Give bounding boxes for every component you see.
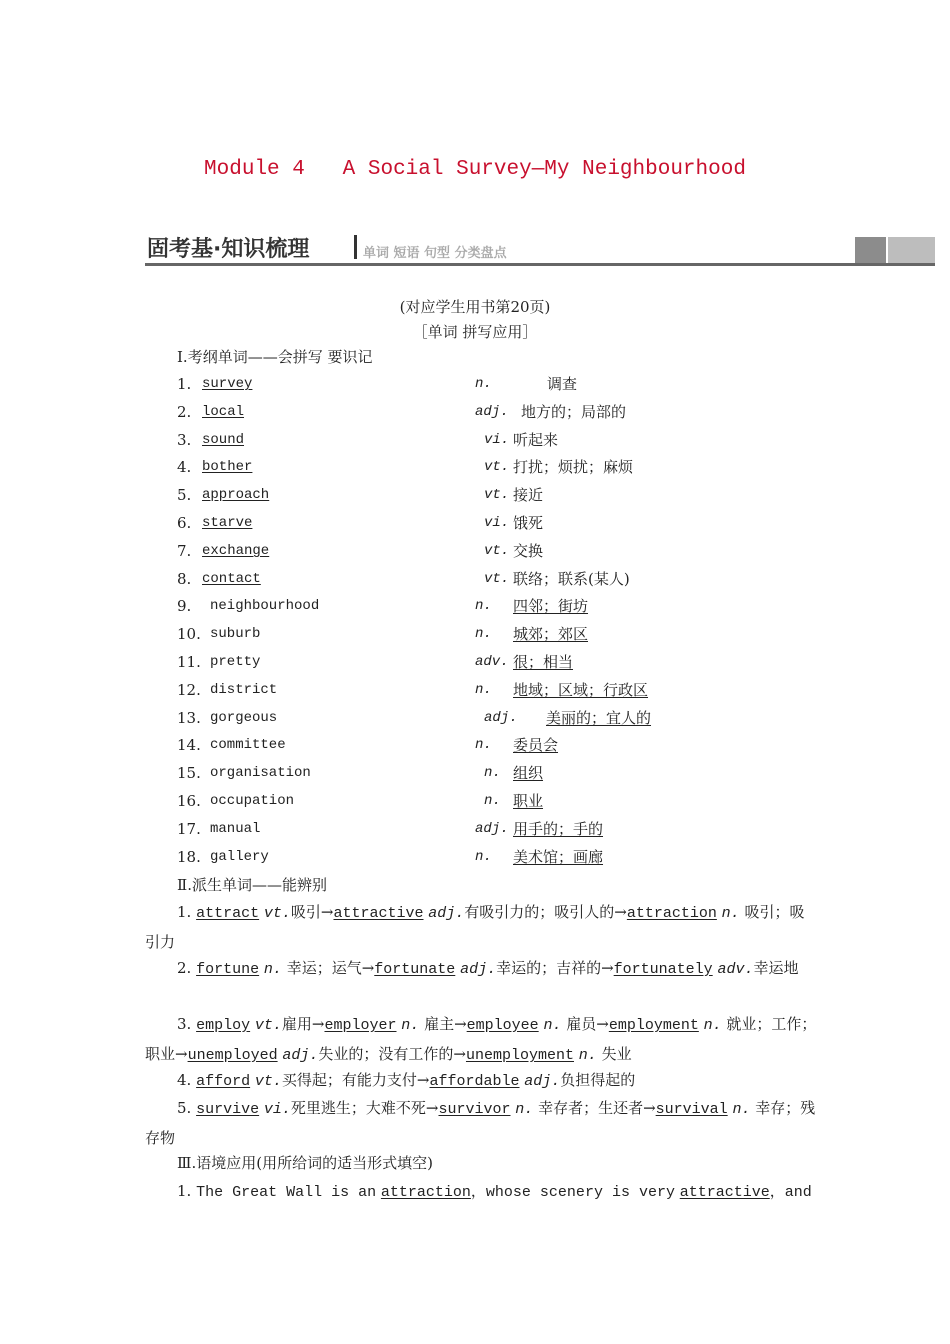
section-label: ［单词 拼写应用］ [412, 323, 538, 341]
vocab-word: gorgeous [210, 710, 278, 726]
vocab-meaning: 美术馆；画廊 [513, 848, 604, 866]
answer-word: employment [608, 1017, 699, 1034]
vocab-row [0, 427, 950, 453]
answer-word: employer [324, 1017, 397, 1034]
vocab-number: 2. [177, 403, 192, 421]
vocab-number: 15. [177, 764, 201, 782]
part3-heading: Ⅲ.语境应用(用所给词的适当形式填空) [177, 1154, 433, 1172]
vocab-pos: vt. [484, 487, 510, 503]
vocab-word: bother [202, 459, 253, 475]
answer-word: survival [655, 1101, 728, 1118]
answer-word: attractive [333, 905, 424, 922]
vocab-meaning: 职业 [513, 792, 544, 810]
vocab-number: 6. [177, 514, 192, 532]
answer-word: afford [196, 1073, 251, 1090]
vocab-word: committee [210, 737, 286, 753]
vocab-meaning: 用手的；手的 [513, 820, 604, 838]
vocab-word: pretty [210, 654, 261, 670]
section-banner [145, 230, 935, 268]
vocab-pos: vi. [484, 515, 510, 531]
vocab-row [0, 844, 950, 870]
vocab-pos: vi. [484, 432, 510, 448]
vocab-meaning: 很；相当 [513, 653, 574, 671]
page-title: Module 4 A Social Survey—My Neighbourhood [204, 158, 746, 181]
vocab-meaning: 联络；联系(某人) [513, 570, 630, 588]
vocab-word: district [210, 682, 278, 698]
vocab-pos: adv. [475, 654, 509, 670]
vocab-word: contact [202, 571, 261, 587]
vocab-row [0, 677, 950, 703]
answer-word: attraction [626, 905, 717, 922]
vocab-pos: vt. [484, 543, 510, 559]
vocab-pos: vt. [484, 571, 510, 587]
part1-heading: Ⅰ.考纲单词——会拼写 要识记 [177, 348, 373, 366]
vocab-pos: n. [484, 793, 501, 809]
vocab-meaning: 组织 [513, 764, 544, 782]
vocab-number: 14. [177, 736, 201, 754]
vocab-row [0, 816, 950, 842]
vocab-meaning: 美丽的；宜人的 [546, 709, 652, 727]
derived-item-1: 1. attract vt.吸引→attractive adj.有吸引力的；吸引人的→attraction n. 吸引；吸引力 [145, 903, 805, 951]
vocab-row [0, 454, 950, 480]
vocab-word: neighbourhood [210, 598, 320, 614]
vocab-meaning: 委员会 [513, 736, 559, 754]
vocab-row [0, 649, 950, 675]
vocab-word: survey [202, 376, 253, 392]
vocab-pos: adj. [475, 404, 509, 420]
derived-item-3: 3. employ vt.雇用→employer n. 雇主→employee n. 雇员→employment n. 就业；工作；职业→unemployed adj.失业的；没有工作的→unemployment n. 失业 [145, 1015, 817, 1064]
vocab-word: manual [210, 821, 261, 837]
vocab-pos: n. [475, 598, 492, 614]
vocab-row [0, 566, 950, 592]
vocab-number: 12. [177, 681, 201, 699]
vocab-word: approach [202, 487, 270, 503]
vocab-meaning: 听起来 [513, 431, 559, 449]
vocab-number: 8. [177, 570, 192, 588]
vocab-row [0, 482, 950, 508]
vocab-word: local [202, 404, 245, 420]
vocab-number: 4. [177, 458, 192, 476]
vocab-pos: n. [484, 765, 501, 781]
banner-rule [145, 263, 935, 266]
answer-word: fortunately [613, 961, 713, 978]
vocab-pos: adj. [475, 821, 509, 837]
vocab-number: 5. [177, 486, 192, 504]
vocab-row [0, 399, 950, 425]
vocab-pos: adj. [484, 710, 518, 726]
vocab-number: 17. [177, 820, 201, 838]
banner-subtitle: 单词 短语 句型 分类盘点 [363, 246, 507, 261]
answer-word: unemployment [465, 1047, 574, 1064]
vocab-number: 7. [177, 542, 192, 560]
vocab-row [0, 760, 950, 786]
vocab-meaning: 交换 [513, 542, 544, 560]
answer-word: affordable [429, 1073, 520, 1090]
answer-word: attraction [380, 1184, 471, 1201]
vocab-pos: n. [475, 737, 492, 753]
vocab-word: gallery [210, 849, 269, 865]
vocab-word: sound [202, 432, 245, 448]
answer-word: survivor [438, 1101, 511, 1118]
vocab-word: exchange [202, 543, 270, 559]
banner-separator [354, 235, 357, 259]
banner-title: 固考基·知识梳理 [147, 237, 310, 262]
vocab-pos: n. [475, 376, 492, 392]
derived-item-4: 4. afford vt.买得起；有能力支付→affordable adj.负担得起的 [177, 1071, 636, 1090]
vocab-word: suburb [210, 626, 261, 642]
answer-word: employ [196, 1017, 251, 1034]
vocab-meaning: 饿死 [513, 514, 544, 532]
vocab-pos: n. [475, 626, 492, 642]
vocab-word: occupation [210, 793, 295, 809]
vocab-pos: n. [475, 682, 492, 698]
vocab-row [0, 732, 950, 758]
vocab-number: 16. [177, 792, 201, 810]
vocab-meaning: 城郊；郊区 [513, 625, 589, 643]
vocab-row [0, 593, 950, 619]
vocab-row [0, 788, 950, 814]
answer-word: employee [466, 1017, 539, 1034]
answer-word: attractive [679, 1184, 770, 1201]
vocab-meaning: 接近 [513, 486, 544, 504]
vocab-number: 11. [177, 653, 201, 671]
vocab-meaning: 地方的；局部的 [521, 403, 627, 421]
answer-word: fortunate [374, 961, 456, 978]
vocab-word: starve [202, 515, 253, 531]
vocab-row [0, 621, 950, 647]
vocab-meaning: 地域；区域；行政区 [513, 681, 649, 699]
vocab-meaning: 四邻；街坊 [513, 597, 589, 615]
answer-word: survive [196, 1101, 260, 1118]
vocab-row [0, 510, 950, 536]
answer-word: unemployed [187, 1047, 278, 1064]
derived-item-2: 2. fortune n. 幸运；运气→fortunate adj.幸运的；吉祥的→fortunately adv.幸运地 [177, 959, 799, 978]
reference-line: (对应学生用书第20页) [399, 298, 551, 316]
vocab-number: 10. [177, 625, 201, 643]
context-item-1: 1. The Great Wall is an attraction，whose scenery is very attractive，and [177, 1182, 812, 1201]
part2-heading: Ⅱ.派生单词——能辨别 [177, 876, 327, 894]
vocab-word: organisation [210, 765, 311, 781]
vocab-row [0, 538, 950, 564]
vocab-pos: vt. [484, 459, 510, 475]
derived-item-5: 5. survive vi.死里逃生；大难不死→survivor n. 幸存者；生还者→survival n. 幸存；残存物 [145, 1099, 816, 1147]
answer-word: attract [196, 905, 260, 922]
vocab-meaning: 调查 [547, 375, 578, 393]
vocab-number: 1. [177, 375, 192, 393]
vocab-pos: n. [475, 849, 492, 865]
banner-decor-box-light [888, 237, 935, 263]
vocab-number: 3. [177, 431, 192, 449]
vocab-row [0, 705, 950, 731]
vocab-number: 9. [177, 597, 192, 615]
vocab-number: 18. [177, 848, 201, 866]
vocab-row [0, 371, 950, 397]
vocab-meaning: 打扰；烦扰；麻烦 [513, 458, 634, 476]
answer-word: fortune [196, 961, 260, 978]
banner-decor-box-dark [855, 237, 886, 263]
vocab-number: 13. [177, 709, 201, 727]
